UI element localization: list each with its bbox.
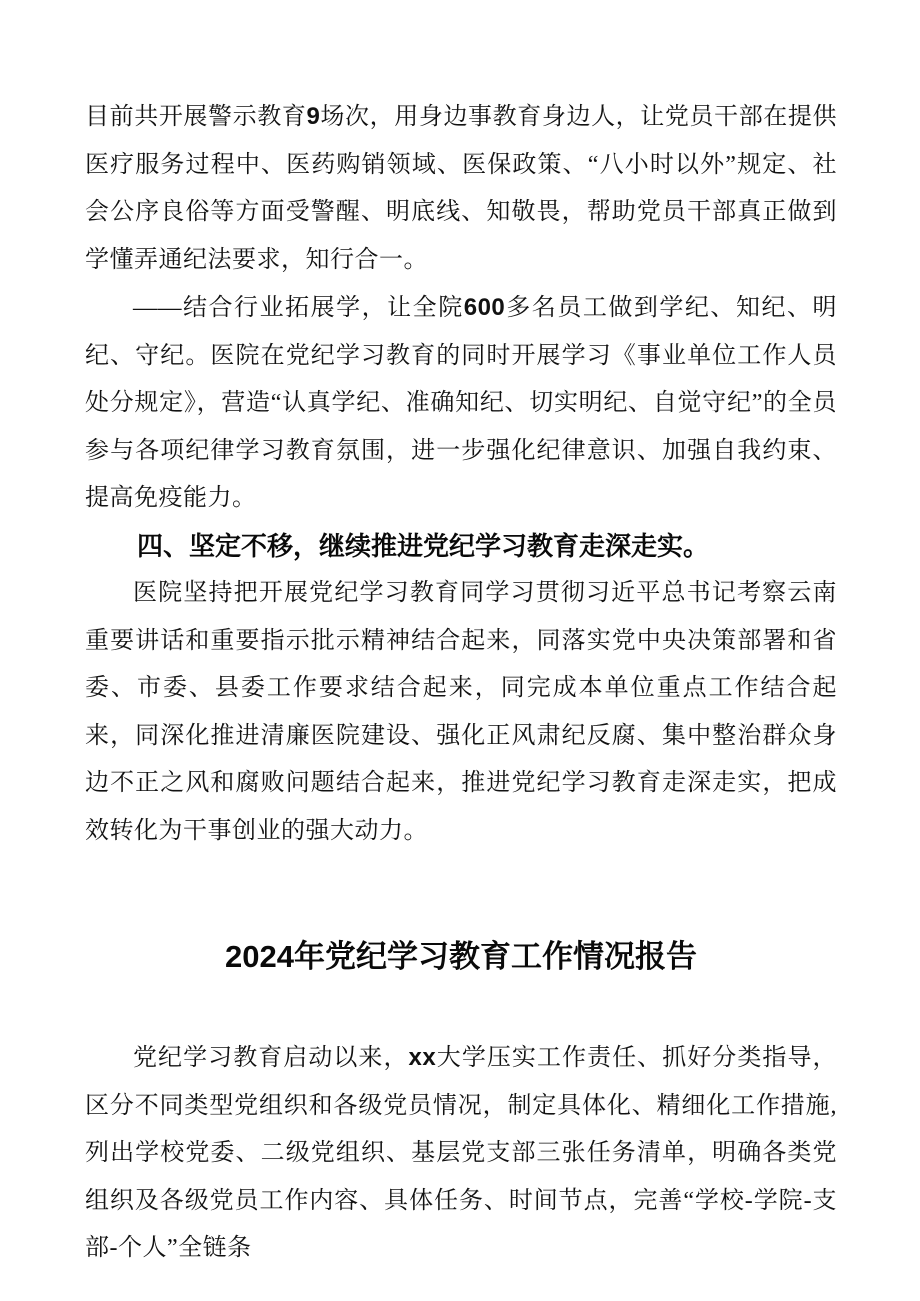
text-segment: 多名员工做到学纪、知纪、明纪、守纪。医院在党纪学习教育的同时开展学习《事业单位工作人员处分规定》，营造“认真学纪、准确知纪、切实明纪、自觉守纪”的全员参与各项纪律学习教育氛围，进一步强化纪律意识、加强自我约束、提高免疫能力。	[85, 295, 838, 511]
paragraph	[85, 570, 837, 855]
paragraph	[85, 284, 837, 523]
text-segment: 600	[463, 294, 506, 321]
text-segment: 目前共开展警示教育	[85, 104, 307, 130]
text-segment: 2024年党纪学习教育工作情况报告	[225, 939, 697, 974]
text-segment: 9	[306, 103, 321, 130]
text-segment: xx	[408, 1044, 437, 1071]
section-heading	[85, 523, 837, 571]
document-body	[85, 0, 837, 1273]
document-title	[85, 927, 837, 987]
text-segment: ——结合行业拓展学，让全院	[133, 295, 464, 321]
text-segment: 大学压实工作责任、抓好分类指导，区分不同类型党组织和各级党员情况，制定具体化、精细化工作措施,列出学校党委、二级党组织、基层党支部三张任务清单，明确各类党组织及各级党员工作内容、具体任务、时间节点，完善“学校-学院-支部-个人”全链条	[85, 1045, 838, 1261]
text-segment: 场次，用身边事教育身边人，让党员干部在提供医疗服务过程中、医药购销领域、医保政策、“八小时以外”规定、社会公序良俗等方面受警醒、明底线、知敬畏，帮助党员干部真正做到学懂弄通纪法要求，知行合一。	[85, 104, 838, 273]
text-segment: 党纪学习教育启动以来，	[133, 1045, 409, 1071]
paragraph	[85, 93, 837, 284]
text-segment: 医院坚持把开展党纪学习教育同学习贯彻习近平总书记考察云南重要讲话和重要指示批示精神结合起来，同落实党中央决策部署和省委、市委、县委工作要求结合起来，同完成本单位重点工作结合起来，同深化推进清廉医院建设、强化正风肃纪反腐、集中整治群众身边不正之风和腐败问题结合起来，推进党纪学习教育走深走实，把成效转化为干事创业的强大动力。	[85, 580, 837, 844]
paragraph	[85, 1034, 837, 1273]
text-segment: 四、坚定不移，继续推进党纪学习教育走深走实。	[137, 530, 710, 561]
